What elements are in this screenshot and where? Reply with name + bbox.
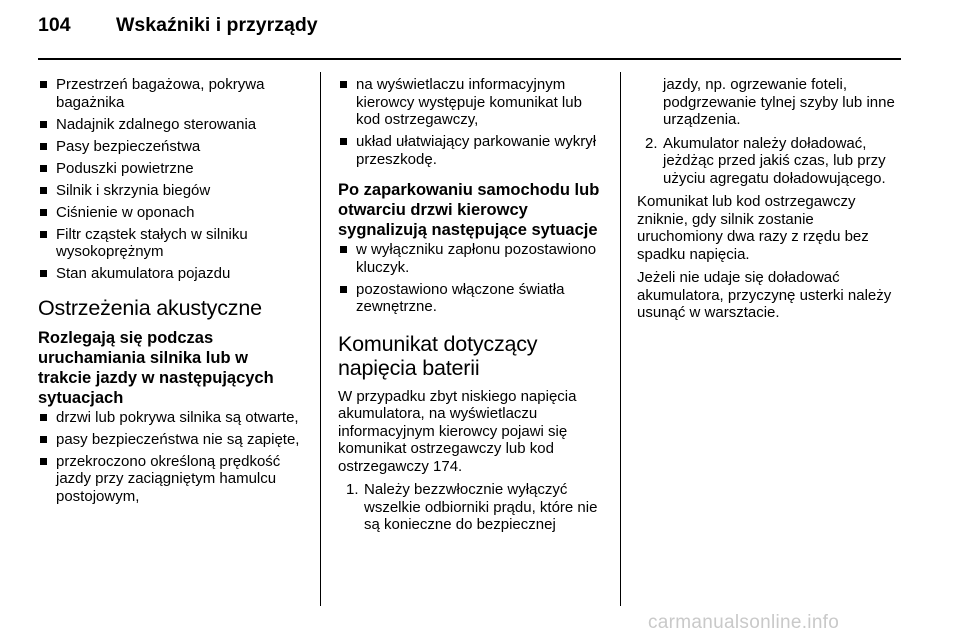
- list-item: Filtr cząstek stałych w silniku wysokoprężnym: [38, 226, 304, 261]
- list-item: pozostawiono włączone światła zewnętrzne.: [338, 281, 604, 316]
- warning-list: [38, 76, 304, 283]
- list-item: przekroczono określoną prędkość jazdy przy zaciągniętym hamulcu postojowym,: [38, 453, 304, 506]
- acoustic-warning-list: [38, 409, 304, 506]
- bullet-square-icon: [40, 81, 47, 88]
- subsection-heading: Rozlegają się podczas uruchamiania silnika lub w trakcie jazdy w następujących sytuacjach: [38, 328, 274, 407]
- list-item: Ciśnienie w oponach: [38, 204, 304, 222]
- bullet-square-icon: [40, 270, 47, 277]
- bullet-square-icon: [340, 81, 347, 88]
- bullet-square-icon: [40, 436, 47, 443]
- bullet-square-icon: [40, 121, 47, 128]
- column-3: [637, 76, 903, 328]
- header-rule: [38, 58, 901, 60]
- list-item: Pasy bezpieczeństwa: [38, 138, 304, 156]
- bullet-square-icon: [40, 143, 47, 150]
- bullet-square-icon: [40, 187, 47, 194]
- list-item: w wyłączniku zapłonu pozostawiono kluczyk.: [338, 241, 604, 276]
- list-item: drzwi lub pokrywa silnika są otwarte,: [38, 409, 304, 427]
- paragraph: Komunikat lub kod ostrzegawczy zniknie, gdy silnik zostanie uruchomiony dwa razy z rzędu bez spadku napięcia.: [637, 193, 869, 263]
- bullet-square-icon: [340, 138, 347, 145]
- bullet-square-icon: [40, 209, 47, 216]
- step-text: Należy bezzwłocznie wyłączyć wszelkie odbiorniki prądu, które nie są konieczne do bezpiecznej: [364, 481, 598, 533]
- page-header: [38, 14, 318, 44]
- list-item: pasy bezpieczeństwa nie są zapięte,: [38, 431, 304, 449]
- page-number: 104: [38, 14, 71, 36]
- numbered-steps-continued: [637, 135, 903, 188]
- list-item: układ ułatwiający parkowanie wykrył przeszkodę.: [338, 133, 604, 168]
- bullet-square-icon: [40, 414, 47, 421]
- column-divider-1: [320, 72, 321, 606]
- paragraph: W przypadku zbyt niskiego napięcia akumulatora, na wyświetlaczu informacyjnym kierowcy pojawi się komunikat ostrzegawczy lub kod ostrzegawczy 174.: [338, 387, 577, 475]
- bullet-square-icon: [40, 165, 47, 172]
- watermark: carmanualsonline.info: [648, 612, 840, 633]
- step-number: 2.: [645, 134, 658, 152]
- section-heading-battery-voltage: Komunikat dotyczący napięcia baterii: [338, 331, 538, 380]
- paragraph: Jeżeli nie udaje się doładować akumulatora, przyczynę usterki należy usunąć w warsztacie.: [637, 269, 892, 321]
- section-heading-acoustic-warnings: Ostrzeżenia akustyczne: [38, 295, 262, 320]
- column-divider-2: [620, 72, 621, 606]
- list-item: [637, 135, 903, 188]
- list-item: Nadajnik zdalnego sterowania: [38, 116, 304, 134]
- step-number: 1.: [346, 481, 359, 498]
- list-item: Stan akumulatora pojazdu: [38, 265, 304, 283]
- parking-warning-list: [338, 241, 604, 316]
- list-item: Przestrzeń bagażowa, pokrywa bagażnika: [38, 76, 304, 111]
- column-2: [338, 76, 604, 540]
- list-item: na wyświetlaczu informacyjnym kierowcy występuje komunikat lub kod ostrzegawczy,: [338, 76, 604, 129]
- numbered-steps: [338, 481, 604, 534]
- page-title: Wskaźniki i przyrządy: [116, 14, 318, 36]
- bullet-square-icon: [40, 458, 47, 465]
- list-item: [338, 481, 604, 534]
- list-item: Silnik i skrzynia biegów: [38, 182, 304, 200]
- bullet-square-icon: [340, 246, 347, 253]
- acoustic-warning-list-continued: [338, 76, 604, 168]
- bullet-square-icon: [40, 231, 47, 238]
- step-text: Akumulator należy doładować, jeżdżąc przed jakiś czas, lub przy użyciu agregatu doładowującego.: [663, 134, 886, 187]
- column-1: [38, 76, 304, 510]
- subsection-heading: Po zaparkowaniu samochodu lub otwarciu drzwi kierowcy sygnalizują następujące sytuacje: [338, 181, 600, 239]
- list-item: Poduszki powietrzne: [38, 160, 304, 178]
- step-text-continued: jazdy, np. ogrzewanie foteli, podgrzewanie tylnej szyby lub inne urządzenia.: [663, 76, 895, 128]
- bullet-square-icon: [340, 286, 347, 293]
